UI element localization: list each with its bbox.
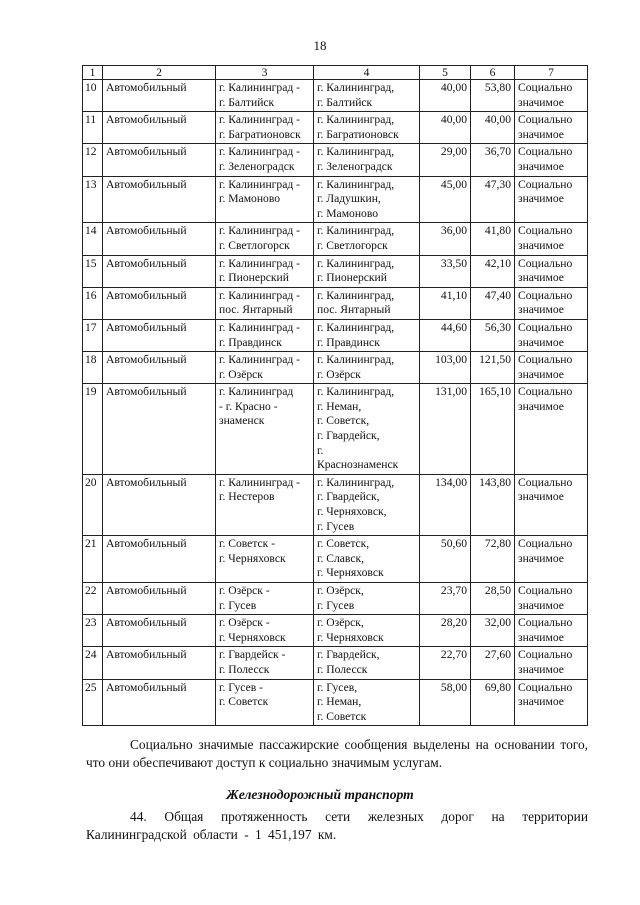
cell-line: г. Калининград, (317, 81, 395, 94)
mode: Автомобильный (103, 679, 216, 726)
table-row (83, 679, 588, 726)
cell-line: Социально (518, 113, 573, 127)
cell-line: г. Светлогорск (219, 238, 290, 252)
route-type (515, 615, 588, 647)
num: 23 (83, 615, 103, 647)
cell-line: значимое (518, 95, 564, 109)
v6: 72,80 (471, 536, 515, 583)
route-type (515, 176, 588, 223)
route (216, 223, 314, 255)
cell-line: Социально (518, 537, 573, 551)
cell-line: г. Ладушкин, (317, 192, 381, 206)
cell-line: г. Калининград, (317, 288, 395, 302)
v5: 103,00 (420, 352, 471, 384)
cell-line: Социально (518, 616, 573, 630)
cell-line: г. Калининград - (219, 256, 301, 270)
cell-line: значимое (518, 399, 564, 413)
table-row (83, 384, 588, 475)
page-number: 18 (313, 38, 327, 53)
cell-line: г. Неман, (317, 399, 362, 413)
cell-line: Социально (518, 320, 573, 334)
v6: 41,80 (471, 223, 515, 255)
stops (314, 176, 420, 223)
cell-line: Социально (518, 680, 573, 694)
v6: 143,80 (471, 474, 515, 535)
mode: Автомобильный (103, 223, 216, 255)
v5: 22,70 (420, 647, 471, 679)
cell-line: г. Калининград, (317, 320, 395, 334)
cell-line: г. Полесск (219, 662, 270, 676)
v6: 47,40 (471, 287, 515, 319)
column-header: 2 (103, 66, 216, 80)
cell-line: значимое (518, 335, 564, 349)
cell-line: г. Гусев - (219, 680, 263, 694)
cell-line: г. Калининград - (219, 81, 301, 94)
cell-line: г. Правдинск (219, 335, 282, 349)
route-type (515, 112, 588, 144)
route (216, 319, 314, 351)
num: 10 (83, 80, 103, 112)
route-type (515, 583, 588, 615)
table-row (83, 112, 588, 144)
route-type (515, 474, 588, 535)
stops (314, 474, 420, 535)
column-header: 1 (83, 66, 103, 80)
mode: Автомобильный (103, 144, 216, 176)
v5: 58,00 (420, 679, 471, 726)
cell-line: г. Гвардейск, (317, 429, 380, 443)
num: 22 (83, 583, 103, 615)
stops (314, 679, 420, 726)
route (216, 144, 314, 176)
cell-line: г. Калининград, (317, 385, 395, 399)
cell-line: г. Неман, (317, 695, 362, 709)
v6: 69,80 (471, 679, 515, 726)
cell-line: значимое (518, 159, 564, 173)
column-header: 5 (420, 66, 471, 80)
cell-line: знаменск (219, 414, 265, 428)
stops (314, 352, 420, 384)
cell-line: г. Калининград, (317, 353, 395, 367)
stops (314, 536, 420, 583)
num: 14 (83, 223, 103, 255)
route-type (515, 679, 588, 726)
cell-line: г. Гусев (317, 598, 355, 612)
cell-line: г. Черняховск (219, 551, 286, 565)
cell-line: г. Озёрск (317, 367, 361, 381)
cell-line: Социально (518, 584, 573, 597)
v6: 53,80 (471, 80, 515, 112)
cell-line: Социально (518, 648, 573, 662)
cell-line: г. Гусев, (317, 680, 358, 694)
cell-line: г. Мамоново (219, 192, 281, 206)
cell-line: г. Багратионовск (219, 127, 301, 141)
route-type (515, 80, 588, 112)
cell-line: Социально (518, 353, 573, 367)
cell-line: Социально (518, 385, 573, 399)
v5: 50,60 (420, 536, 471, 583)
num: 13 (83, 176, 103, 223)
mode: Автомобильный (103, 647, 216, 679)
cell-line: пос. Янтарный (219, 303, 293, 317)
table-row (83, 474, 588, 535)
stops (314, 144, 420, 176)
route (216, 255, 314, 287)
mode: Автомобильный (103, 176, 216, 223)
mode: Автомобильный (103, 583, 216, 615)
stops (314, 647, 420, 679)
cell-line: г. Калининград - (219, 177, 301, 191)
cell-line: г. Озёрск (219, 367, 263, 381)
num: 24 (83, 647, 103, 679)
cell-line: г. Калининград, (317, 177, 395, 191)
cell-line: г. Калининград - (219, 113, 301, 127)
v5: 131,00 (420, 384, 471, 475)
table-row (83, 583, 588, 615)
v6: 42,10 (471, 255, 515, 287)
route-type (515, 287, 588, 319)
cell-line: г. Озёрск, (317, 616, 364, 630)
num: 25 (83, 679, 103, 726)
cell-line: Социально (518, 256, 573, 270)
route-type (515, 384, 588, 475)
route (216, 536, 314, 583)
cell-line: г. Багратионовск (317, 127, 399, 141)
cell-line: г. Советск, (317, 414, 370, 428)
cell-line: г. Черняховск (219, 630, 286, 644)
v6: 165,10 (471, 384, 515, 475)
paragraph-social-routes: Социально значимые пассажирские сообщения выделены на основании того, что они обеспечивают доступ к социально значимым услугам. (86, 737, 588, 770)
num: 21 (83, 536, 103, 583)
paragraph-railway-length: 44. Общая протяженность сети железных дорог на территории Калининградской области - 1 451,197 км. (86, 809, 588, 842)
cell-line: значимое (518, 695, 564, 709)
table-row (83, 144, 588, 176)
v5: 28,20 (420, 615, 471, 647)
cell-line: значимое (518, 238, 564, 252)
cell-line: г. Калининград - (219, 353, 301, 367)
cell-line: Социально (518, 288, 573, 302)
cell-line: г. Черняховск (317, 630, 384, 644)
cell-line: Социально (518, 81, 573, 94)
stops (314, 287, 420, 319)
table-row (83, 80, 588, 112)
cell-line: г. Калининград, (317, 113, 395, 127)
mode: Автомобильный (103, 80, 216, 112)
table-row (83, 352, 588, 384)
mode: Автомобильный (103, 352, 216, 384)
num: 12 (83, 144, 103, 176)
cell-line: г. Калининград - (219, 145, 301, 159)
table-row (83, 319, 588, 351)
cell-line: г. Гусев (317, 519, 355, 533)
cell-line: г. Славск, (317, 551, 364, 565)
cell-line: г. Зеленоградск (317, 159, 393, 173)
mode: Автомобильный (103, 112, 216, 144)
cell-line: значимое (518, 551, 564, 565)
route-type (515, 319, 588, 351)
v5: 23,70 (420, 583, 471, 615)
route (216, 352, 314, 384)
stops (314, 112, 420, 144)
cell-line: г. Гусев (219, 598, 257, 612)
cell-line: г. Светлогорск (317, 238, 388, 252)
stops (314, 319, 420, 351)
mode: Автомобильный (103, 384, 216, 475)
mode: Автомобильный (103, 615, 216, 647)
cell-line: - г. Красно - (219, 399, 278, 413)
cell-line: г. Калининград - (219, 224, 301, 238)
cell-line: г. Советск - (219, 537, 276, 551)
cell-line: Социально (518, 224, 573, 238)
cell-line: г. Правдинск (317, 335, 380, 349)
cell-line: Социально (518, 177, 573, 191)
cell-line: г. Зеленоградск (219, 159, 295, 173)
table-header-row (83, 66, 588, 80)
route (216, 647, 314, 679)
cell-line: пос. Янтарный (317, 303, 391, 317)
route-type (515, 647, 588, 679)
mode: Автомобильный (103, 255, 216, 287)
column-header: 6 (471, 66, 515, 80)
table-row (83, 176, 588, 223)
v6: 121,50 (471, 352, 515, 384)
cell-line: г. Калининград (219, 385, 294, 399)
route (216, 615, 314, 647)
route-type (515, 536, 588, 583)
route-type (515, 352, 588, 384)
table-row (83, 287, 588, 319)
route (216, 474, 314, 535)
column-header: 7 (515, 66, 588, 80)
num: 11 (83, 112, 103, 144)
stops (314, 80, 420, 112)
num: 19 (83, 384, 103, 475)
mode: Автомобильный (103, 474, 216, 535)
num: 16 (83, 287, 103, 319)
cell-line: значимое (518, 192, 564, 206)
cell-line: г. Балтийск (219, 95, 275, 109)
cell-line: г. Черняховск, (317, 505, 387, 519)
cell-line: значимое (518, 598, 564, 612)
num: 17 (83, 319, 103, 351)
cell-line: г. Калининград, (317, 145, 395, 159)
table-row (83, 647, 588, 679)
cell-line: значимое (518, 367, 564, 381)
route (216, 287, 314, 319)
cell-line: г. Черняховск (317, 566, 384, 580)
stops (314, 255, 420, 287)
cell-line: г. Гвардейск - (219, 648, 286, 662)
route (216, 80, 314, 112)
table-row (83, 615, 588, 647)
cell-line: значимое (518, 303, 564, 317)
cell-line: г. Калининград - (219, 320, 301, 334)
cell-line: г. Пионерский (317, 271, 387, 285)
table-row (83, 223, 588, 255)
route (216, 384, 314, 475)
route (216, 583, 314, 615)
v6: 36,70 (471, 144, 515, 176)
cell-line: г. Гвардейск, (317, 648, 380, 662)
cell-line: г. (317, 443, 324, 457)
v6: 28,50 (471, 583, 515, 615)
v5: 40,00 (420, 80, 471, 112)
routes-table (82, 65, 588, 726)
cell-line: г. Калининград, (317, 256, 395, 270)
cell-line: г. Нестеров (219, 490, 275, 504)
stops (314, 384, 420, 475)
table-row (83, 255, 588, 287)
cell-line: г. Озёрск - (219, 584, 270, 597)
stops (314, 615, 420, 647)
cell-line: значимое (518, 630, 564, 644)
cell-line: г. Советск (317, 709, 367, 723)
v5: 40,00 (420, 112, 471, 144)
cell-line: г. Балтийск (317, 95, 373, 109)
cell-line: г. Калининград, (317, 224, 395, 238)
cell-line: г. Полесск (317, 662, 368, 676)
v5: 41,10 (420, 287, 471, 319)
route-type (515, 144, 588, 176)
cell-line: г. Пионерский (219, 271, 289, 285)
cell-line: г. Советск (219, 695, 269, 709)
mode: Автомобильный (103, 536, 216, 583)
section-heading-railway: Железнодорожный транспорт (226, 787, 414, 802)
num: 20 (83, 474, 103, 535)
column-header: 3 (216, 66, 314, 80)
v6: 32,00 (471, 615, 515, 647)
stops (314, 223, 420, 255)
cell-line: значимое (518, 127, 564, 141)
cell-line: г. Калининград, (317, 475, 395, 489)
cell-line: Краснознаменск (317, 458, 399, 472)
cell-line: Социально (518, 145, 573, 159)
mode: Автомобильный (103, 287, 216, 319)
cell-line: значимое (518, 662, 564, 676)
cell-line: г. Гвардейск, (317, 490, 380, 504)
v5: 29,00 (420, 144, 471, 176)
cell-line: значимое (518, 490, 564, 504)
route-type (515, 255, 588, 287)
num: 15 (83, 255, 103, 287)
v5: 134,00 (420, 474, 471, 535)
route (216, 112, 314, 144)
route-type (515, 223, 588, 255)
v5: 33,50 (420, 255, 471, 287)
mode: Автомобильный (103, 319, 216, 351)
cell-line: г. Калининград - (219, 288, 301, 302)
v6: 40,00 (471, 112, 515, 144)
table-row (83, 536, 588, 583)
num: 18 (83, 352, 103, 384)
cell-line: г. Советск, (317, 537, 370, 551)
cell-line: г. Озёрск, (317, 584, 364, 597)
v5: 45,00 (420, 176, 471, 223)
cell-line: г. Калининград - (219, 475, 301, 489)
v6: 27,60 (471, 647, 515, 679)
cell-line: значимое (518, 271, 564, 285)
cell-line: г. Мамоново (317, 206, 379, 220)
v6: 47,30 (471, 176, 515, 223)
v5: 36,00 (420, 223, 471, 255)
cell-line: г. Озёрск - (219, 616, 270, 630)
v6: 56,30 (471, 319, 515, 351)
route (216, 679, 314, 726)
route (216, 176, 314, 223)
stops (314, 583, 420, 615)
column-header: 4 (314, 66, 420, 80)
cell-line: Социально (518, 475, 573, 489)
v5: 44,60 (420, 319, 471, 351)
